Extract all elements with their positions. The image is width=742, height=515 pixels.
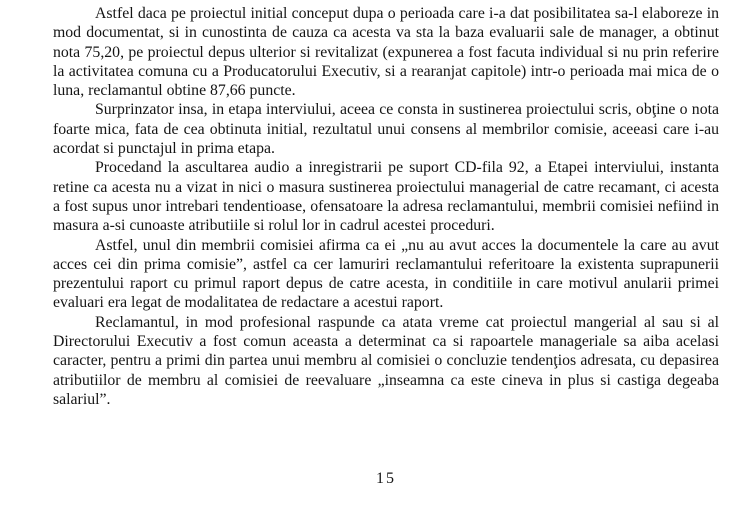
paragraph-1: Astfel daca pe proiectul initial conceput dupa o perioada care i-a dat posibilitatea sa-l elaboreze in mod documentat, si in cunostinta de cauza ca acesta va sta la baza evaluarii sale de manager, a obtinut nota 75,20, pe proiectul depus ulterior si revitalizat (expunerea a fost facuta individual si nu prin referire la activitatea comuna cu a Producatorului Executiv, si a rearanjat capitole) intr-o perioada mai mica de o luna, reclamantul obtine 87,66 puncte. — [53, 5, 719, 100]
document-body — [53, 4, 719, 409]
paragraph-4: Astfel, unul din membrii comisiei afirma ca ei „nu au avut acces la documentele la care au avut acces cei din prima comisie”, astfel ca cer lamuriri reclamantului referitoare la existenta suprapunerii prezentului raport cu primul raport depus de catre acesta, in conditiile in care motivul anularii primei evaluari era legat de modalitatea de redactare a acestui raport. — [53, 236, 719, 312]
page-number: 15 — [376, 470, 396, 487]
paragraph-2: Surprinzator insa, in etapa interviului, aceea ce consta in sustinerea proiectului scris, obţine o nota foarte mica, fata de cea obtinuta initial, rezultatul unui consens al membrilor comisie, aceeasi care i-au acordat si punctajul in prima etapa. — [53, 101, 719, 158]
paragraph-3: Procedand la ascultarea audio a inregistrarii pe suport CD-fila 92, a Etapei interviului, instanta retine ca acesta nu a vizat in nici o masura sustinerea proiectului managerial de catre recamant, ci acesta a fost supus unor intrebari tendentioase, ofensatoare la adresa reclamantului, membrii comisiei nefiind in masura a-si cunoaste atributiile si rolul lor in cadrul acestei proceduri. — [53, 159, 719, 235]
paragraph-5: Reclamantul, in mod profesional raspunde ca atata vreme cat proiectul mangerial al sau si al Directorului Executiv a fost comun aceasta a determinat ca si rapoartele manageriale sa aiba acelasi caracter, pentru a primi din partea unui membru al comisiei o concluzie tendenţios adresata, cu depasirea atributiilor de membru al comisiei de reevaluare „inseamna ca este cineva in plus si castiga degeaba salariul”. — [53, 313, 719, 408]
